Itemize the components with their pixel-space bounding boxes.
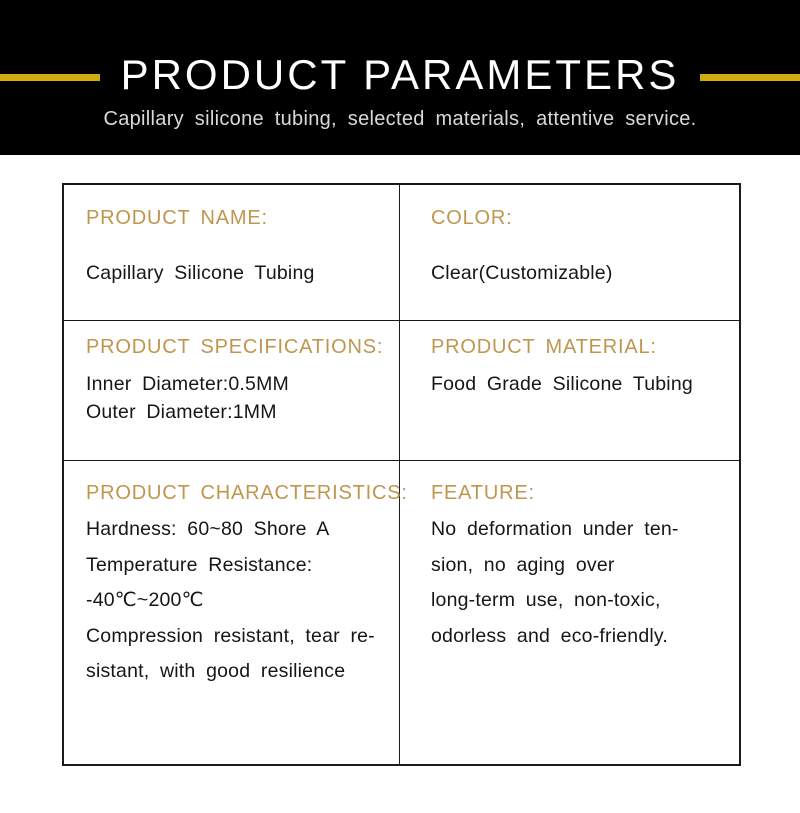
left-accent-bar [0, 74, 100, 81]
feature-heading: FEATURE: [431, 482, 535, 504]
feature-text-line-3: long-term use, non-toxic, [431, 589, 661, 611]
product-material-heading: PRODUCT MATERIAL: [431, 336, 657, 358]
product-name-heading: PRODUCT NAME: [86, 207, 268, 229]
cell-color [400, 185, 739, 321]
title-row [0, 52, 800, 98]
cell-feature [400, 461, 739, 764]
product-name-lines [86, 260, 389, 286]
product-characteristics-heading: PRODUCT CHARACTERISTICS: [86, 482, 408, 504]
product-specifications-lines [86, 370, 389, 426]
parameters-table [62, 183, 741, 766]
page-title: PRODUCT PARAMETERS [120, 51, 680, 98]
outer-diameter-value: Outer Diameter:1MM [86, 401, 277, 423]
cell-product-characteristics [64, 461, 408, 764]
right-accent-bar [700, 74, 800, 81]
feature-text-line-1: No deformation under ten- [431, 518, 679, 540]
product-material-lines [431, 370, 729, 398]
product-characteristics-lines [86, 512, 389, 690]
temperature-resistance-label: Temperature Resistance: [86, 553, 313, 576]
feature-text-line-4: odorless and eco-friendly. [431, 624, 669, 647]
product-name-value: Capillary Silicone Tubing [86, 262, 315, 284]
color-value: Clear(Customizable) [431, 262, 613, 284]
color-heading: COLOR: [431, 207, 513, 229]
feature-lines [431, 512, 729, 654]
cell-product-material [400, 321, 739, 461]
compression-text-line-2: sistant, with good resilience [86, 660, 346, 682]
cell-product-specifications [64, 321, 400, 461]
header-banner [0, 0, 800, 155]
product-material-value: Food Grade Silicone Tubing [431, 373, 693, 395]
inner-diameter-value: Inner Diameter:0.5MM [86, 373, 289, 395]
hardness-value: Hardness: 60~80 Shore A [86, 518, 330, 540]
compression-text-line-1: Compression resistant, tear re- [86, 624, 375, 647]
color-lines [431, 260, 729, 286]
temperature-range-value: -40℃~200℃ [86, 589, 204, 611]
page-subtitle: Capillary silicone tubing, selected materials, attentive service. [103, 108, 697, 130]
cell-product-name [64, 185, 400, 321]
product-specifications-heading: PRODUCT SPECIFICATIONS: [86, 336, 384, 358]
feature-text-line-2: sion, no aging over [431, 553, 615, 576]
